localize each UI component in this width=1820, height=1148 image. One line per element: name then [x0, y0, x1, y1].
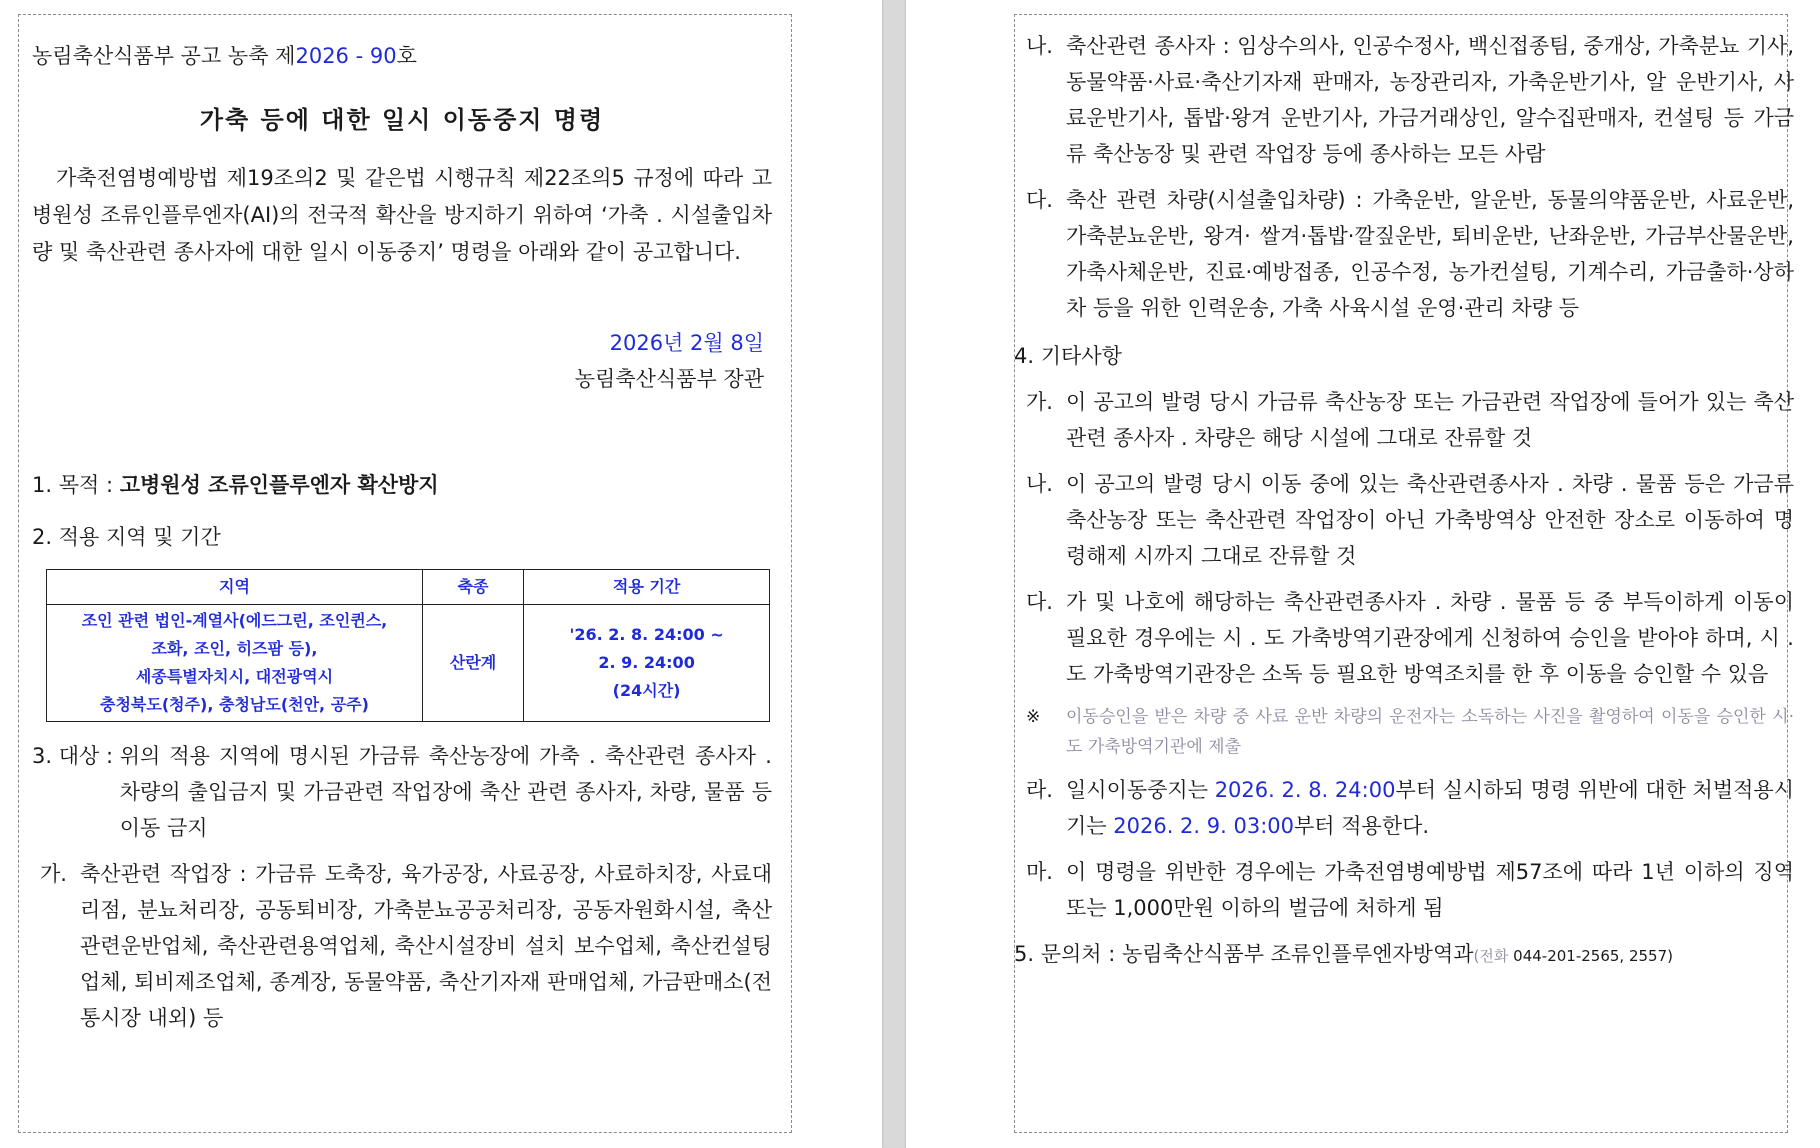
section-purpose-text: 고병원성 조류인플루엔자 확산방지: [119, 473, 439, 497]
issuing-authority: 농림축산식품부 장관: [574, 367, 764, 391]
notice-prefix: 농림축산식품부 공고 농축 제: [32, 44, 296, 68]
document-page-left: [0, 0, 882, 1148]
period-line: 2. 9. 24:00: [598, 653, 695, 672]
text-run: 부터 적용한다.: [1294, 814, 1430, 838]
table-cell-species: 산란계: [422, 605, 523, 722]
list-item-label: 가.: [40, 862, 67, 886]
list-item-label: 가.: [1026, 390, 1053, 414]
notice-number-line: [32, 38, 772, 74]
notice-suffix: 호: [396, 44, 417, 68]
notice-number: 2026 - 90: [295, 44, 397, 68]
document-page-right: [906, 0, 1820, 1148]
contact-phone-prefix: (전화: [1473, 947, 1509, 965]
list-item-label: 나.: [1026, 34, 1053, 58]
list-item: [1026, 854, 1794, 926]
section-scope: 2. 적용 지역 및 기간: [32, 525, 221, 549]
list-item: [1026, 584, 1794, 692]
section-contact-label: 5. 문의처 :: [1014, 942, 1122, 966]
list-item-text: 가 및 나호에 해당하는 축산관련종사자 ․ 차량 ․ 물품 등 중 부득이하게 이동이 필요한 경우에는 시 ․ 도 가축방역기관장에게 신청하여 승인을 받아야 하며, 시 ․ 도 가축방역기관장은 소독 등 필요한 방역조치를 한 후 이동을 승인할 수 있음: [1066, 590, 1794, 686]
section-target-label: 3. 대상 :: [32, 744, 120, 768]
scope-table: [46, 569, 770, 722]
intro-paragraph: 가축전염병예방법 제19조의2 및 같은법 시행규칙 제22조의5 규정에 따라 고병원성 조류인플루엔자(AI)의 전국적 확산을 방지하기 위하여 ‘가축 ․ 시설출입차량 및 축산관련 종사자에 대한 일시 이동중지’ 명령을 아래와 같이 공고합니다.: [32, 166, 772, 264]
list-item-label: 다.: [1026, 590, 1053, 614]
text-run: 부터 실시하되 명령 위반에 대한 처벌적용시기는: [1066, 778, 1794, 838]
list-item-label: 다.: [1026, 188, 1053, 212]
list-item-label: 나.: [1026, 472, 1053, 496]
notice-date: 2026년 2월 8일: [609, 331, 764, 355]
contact-department: 농림축산식품부 조류인플루엔자방역과: [1122, 942, 1474, 966]
page-left-content: [32, 38, 772, 1036]
table-cell-period: [524, 605, 770, 722]
section-purpose-label: 1. 목적 :: [32, 473, 120, 497]
table-header-period: 적용 기간: [524, 570, 770, 605]
contact-phone-number: 044-201-2565, 2557): [1508, 947, 1673, 965]
list-item-text: 축산관련 작업장 : 가금류 도축장, 육가공장, 사료공장, 사료하치장, 사료대리점, 분뇨처리장, 공동퇴비장, 가축분뇨공공처리장, 공동자원화시설, 축산관련운반업체, 축산관련용역업체, 축산시설장비 설치 보수업체, 축산컨설팅업체, 퇴비제조업체, 종계장, 동물약품, 축산기자재 판매업체, 가금판매소(전통시장 내외) 등: [80, 862, 772, 1030]
page-right-content: [1014, 28, 1794, 974]
list-item: [32, 856, 772, 1036]
table-header-region: 지역: [47, 570, 423, 605]
list-item-text: 축산 관련 차량(시설출입차량) : 가축운반, 알운반, 동물의약품운반, 사료운반, 가축분뇨운반, 왕겨· 쌀겨·톱밥·깔짚운반, 퇴비운반, 난좌운반, 가금부산물운반, 가축사체운반, 진료·예방접종, 인공수정, 농가컨설팅, 기계수리, 가금출하·상하차 등을 위한 인력운송, 가축 사육시설 운영·관리 차량 등: [1066, 188, 1794, 320]
table-cell-region: [47, 605, 423, 722]
section-purpose: [32, 467, 772, 503]
list-item-label: 라.: [1026, 778, 1053, 802]
note-marker: ※: [1026, 707, 1041, 727]
list-item-label: 마.: [1026, 860, 1053, 884]
period-line: '26. 2. 8. 24:00 ~: [569, 625, 724, 644]
list-item: [1026, 28, 1794, 172]
table-header-species: 축종: [422, 570, 523, 605]
list-item-text: 이 명령을 위반한 경우에는 가축전염병예방법 제57조에 따라 1년 이하의 징역 또는 1,000만원 이하의 벌금에 처하게 됨: [1066, 860, 1794, 920]
section-target-text: 위의 적용 지역에 명시된 가금류 축산농장에 가축 ․ 축산관련 종사자 ․ 차량의 출입금지 및 가금관련 작업장에 축산 관련 종사자, 차량, 물품 등 이동 금지: [119, 744, 772, 840]
region-line: 조화, 조인, 히즈팜 등),: [151, 639, 318, 658]
region-line: 조인 관련 법인-계열사(에드그린, 조인퀸스,: [81, 611, 388, 630]
list-item: [1026, 772, 1794, 844]
region-line: 세종특별자치시, 대전광역시: [135, 667, 334, 686]
table-row: [47, 605, 770, 722]
note-item: [1026, 702, 1794, 762]
period-line: (24시간): [612, 681, 681, 700]
document-title: 가축 등에 대한 일시 이동중지 명령: [199, 106, 605, 134]
list-item: [1026, 182, 1794, 326]
list-item-text: 이 공고의 발령 당시 이동 중에 있는 축산관련종사자 ․ 차량 ․ 물품 등은 가금류 축산농장 또는 축산관련 작업장이 아닌 가축방역상 안전한 장소로 이동하여 명령해제 시까지 그대로 잔류할 것: [1066, 472, 1794, 568]
section-contact: [1014, 936, 1794, 974]
list-item-text: [1066, 772, 1794, 844]
section-other: 4. 기타사항: [1014, 344, 1122, 368]
note-text: 이동승인을 받은 차량 중 사료 운반 차량의 운전자는 소독하는 사진을 촬영하여 이동을 승인한 시·도 가축방역기관에 제출: [1066, 707, 1794, 757]
contact-phone: [1474, 947, 1673, 965]
region-line: 충청북도(청주), 충청남도(천안, 공주): [100, 695, 369, 714]
text-run: 일시이동중지는: [1066, 778, 1215, 802]
start-datetime: 2026. 2. 8. 24:00: [1214, 778, 1396, 802]
section-target: [32, 738, 772, 846]
list-item-text: 축산관련 종사자 : 임상수의사, 인공수정사, 백신접종팀, 중개상, 가축분뇨 기사, 동물약품·사료·축산기자재 판매자, 농장관리자, 가축운반기사, 알 운반기사, 사료운반기사, 톱밥·왕겨 운반기사, 가금거래상인, 알수집판매자, 컨설팅 등 가금류 축산농장 및 관련 작업장 등에 종사하는 모든 사람: [1066, 34, 1794, 166]
table-header-row: [47, 570, 770, 605]
list-item: [1026, 384, 1794, 456]
list-item-text: 이 공고의 발령 당시 가금류 축산농장 또는 가금관련 작업장에 들어가 있는 축산관련 종사자 ․ 차량은 해당 시설에 그대로 잔류할 것: [1066, 390, 1794, 450]
penalty-datetime: 2026. 2. 9. 03:00: [1113, 814, 1294, 838]
list-item: [1026, 466, 1794, 574]
